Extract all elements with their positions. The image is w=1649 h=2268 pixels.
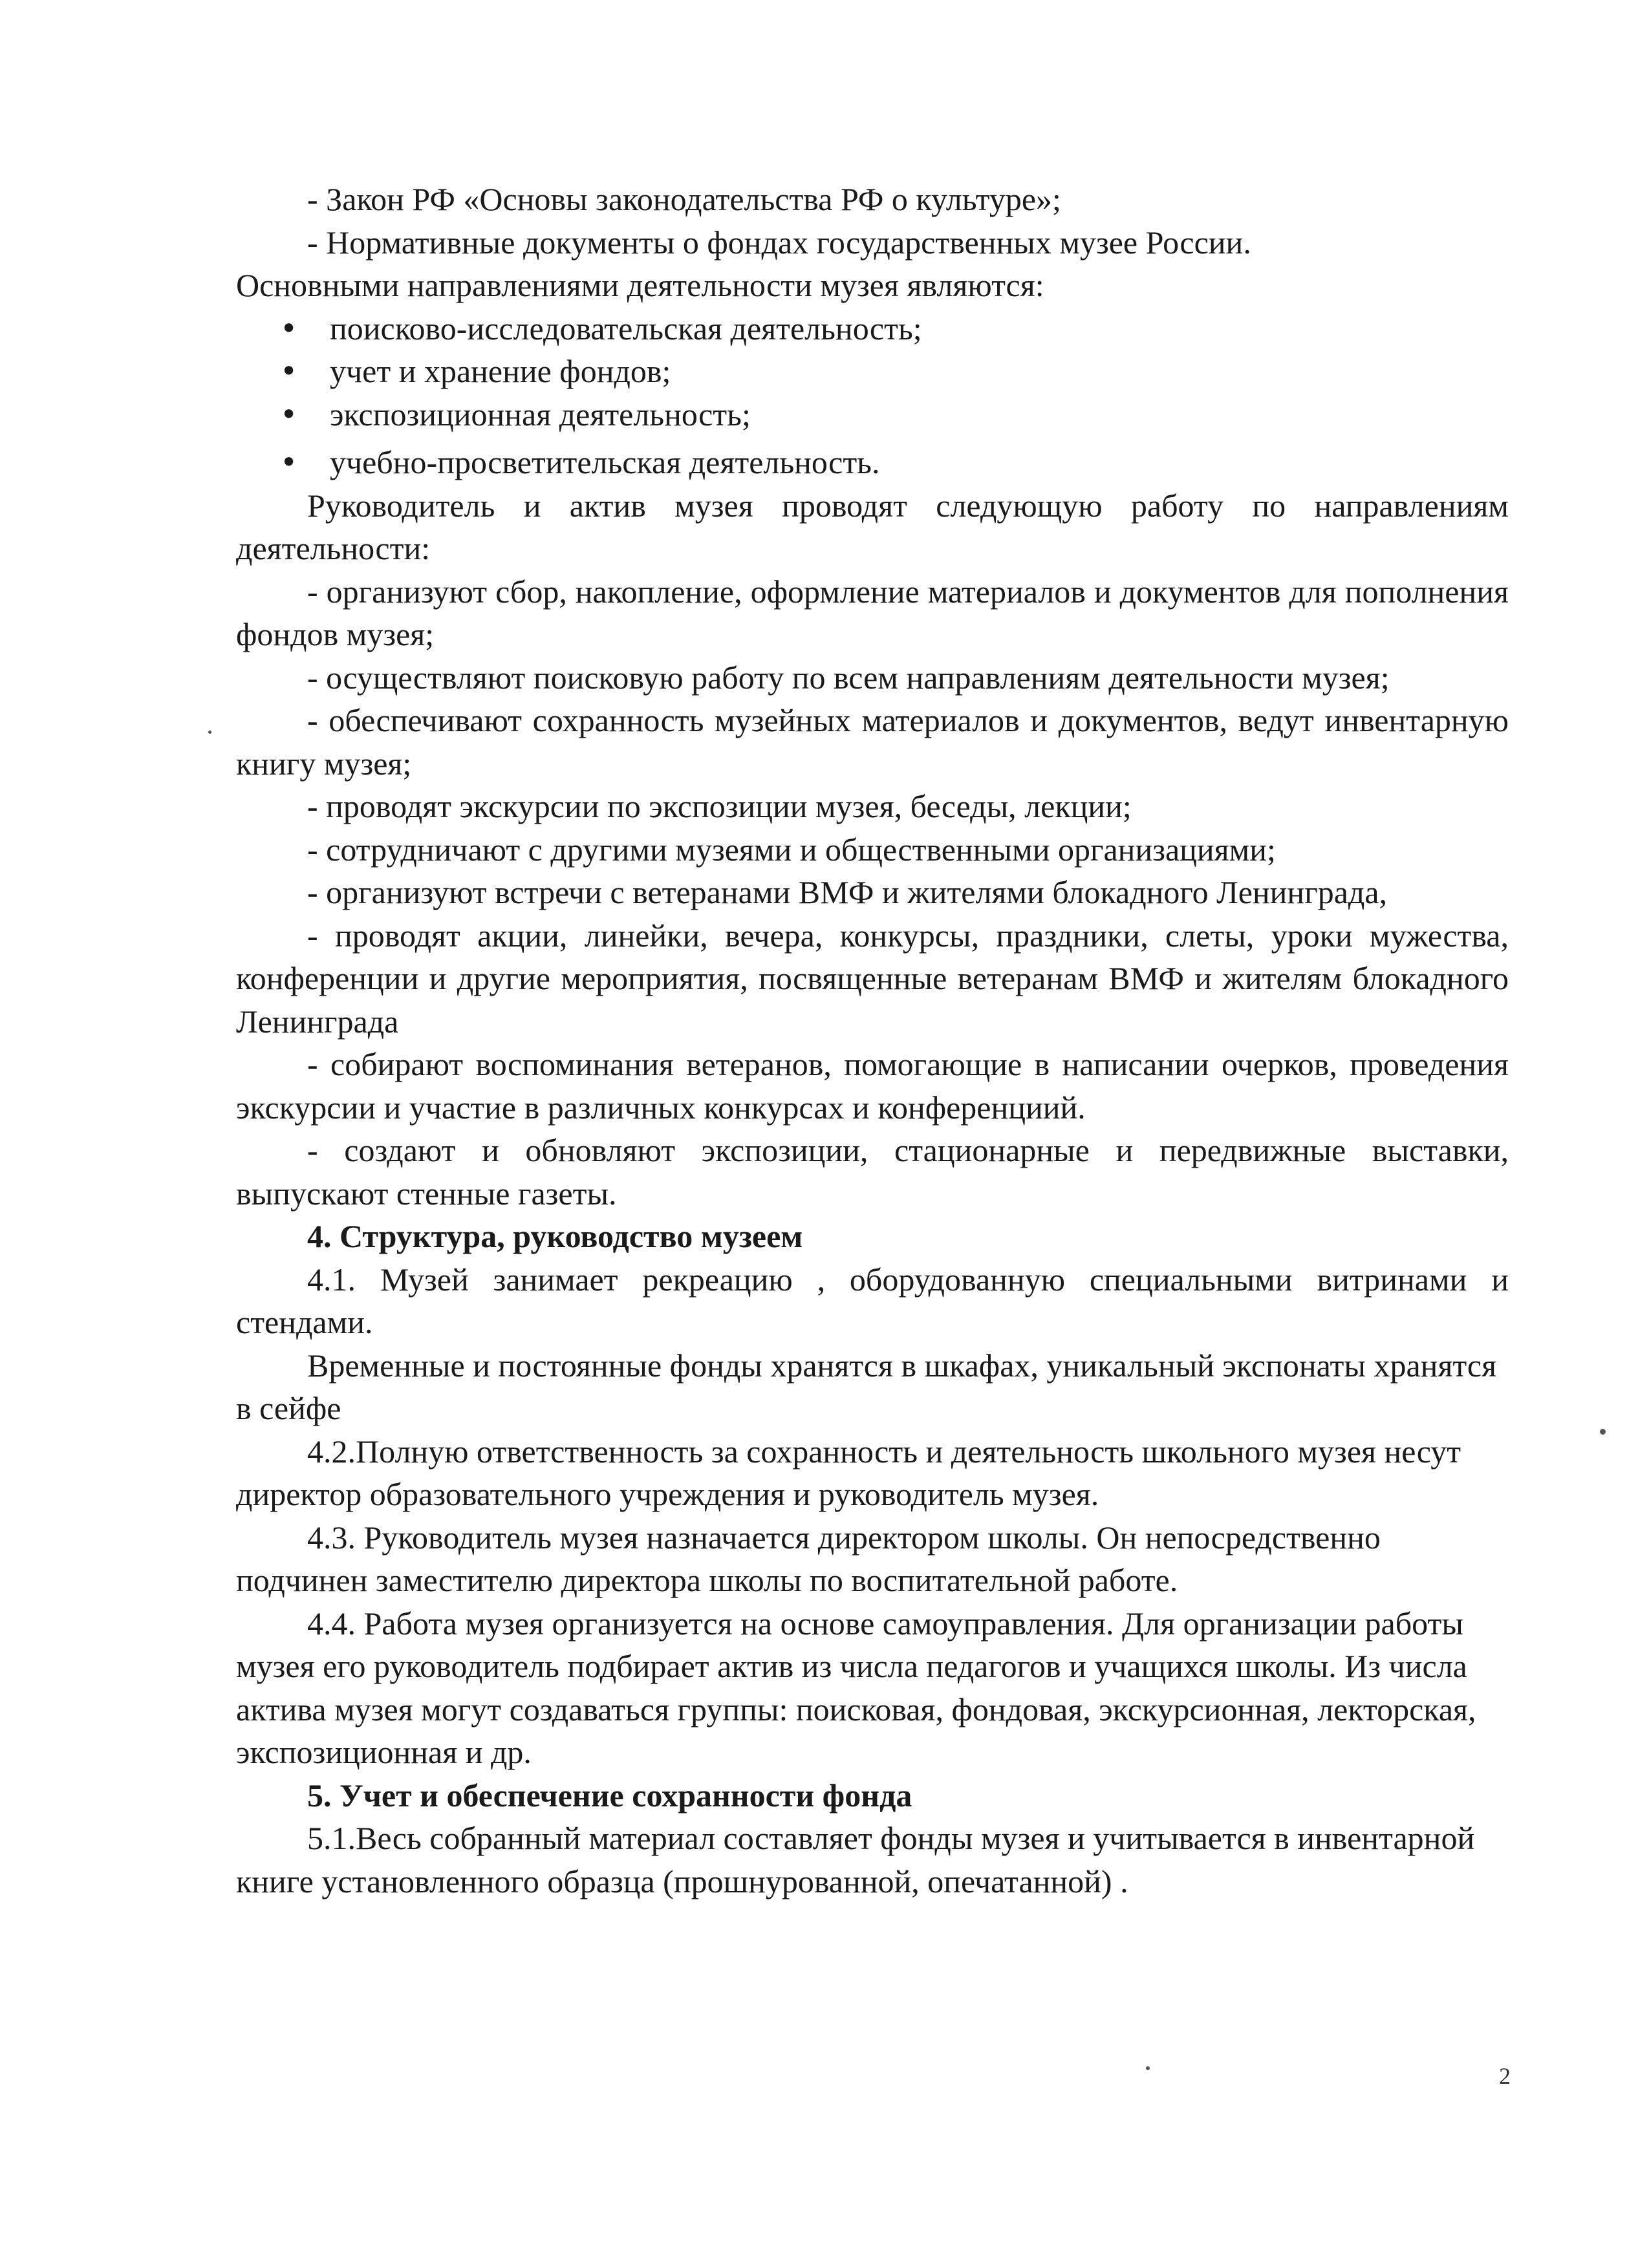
paragraph-4-1-funds: Временные и постоянные фонды хранятся в шкафах, уникальный экспонаты хранятся в сейфе [236,1347,1497,1426]
list-item: • учет и хранение фондов; [236,350,1509,393]
section-5-heading: 5. Учет и обеспечение сохранности фонда [307,1777,912,1813]
activity-item: - создают и обновляют экспозиции, стационарные и передвижные выставки, выпускают стенные газеты. [236,1132,1509,1212]
section-4-heading: 4. Структура, руководство музеем [307,1218,803,1254]
activities-intro: Руководитель и актив музея проводят следующую работу по направлениям деятельности: [236,487,1509,566]
paragraph-5-1: 5.1.Весь собранный материал составляет фонды музея и учитывается в инвентарной книге установленного образца (прошнурованной, опечатанной) . [236,1820,1475,1899]
paragraph-4-1: 4.1. Музей занимает рекреацию , оборудованную специальными витринами и стендами. [236,1261,1509,1340]
activity-item: - осуществляют поисковую работу по всем направлениям деятельности музея; [307,659,1390,696]
scan-speck [1146,2066,1150,2070]
directions-list [236,307,1509,484]
activity-item: - сотрудничают с другими музеями и общественными организациями; [307,831,1276,868]
list-item: • учебно-просветительская деятельность. [236,441,1509,484]
directions-intro: Основными направлениями деятельности музея являются: [236,267,1044,303]
scan-speck [1600,1429,1606,1435]
activity-item: - обеспечивают сохранность музейных материалов и документов, ведут инвентарную книгу музея; [236,702,1509,782]
normative-docs-line: - Нормативные документы о фондах государственных музее России. [307,224,1251,261]
list-item: • поисково-исследовательская деятельность; [236,307,1509,350]
activity-item: - проводят экскурсии по экспозиции музея, беседы, лекции; [307,788,1132,824]
law-line: - Закон РФ «Основы законодательства РФ о культуре»; [307,181,1061,217]
activity-item: - организуют сбор, накопление, оформление материалов и документов для пополнения фондов музея; [236,573,1509,652]
document-page [236,178,1509,1903]
paragraph-4-3: 4.3. Руководитель музея назначается директором школы. Он непосредственно подчинен заместителю директора школы по воспитательной работе. [236,1519,1381,1598]
paragraph-4-4: 4.4. Работа музея организуется на основе самоуправления. Для организации работы музея его руководитель подбирает актив из числа педагогов и учащихся школы. Из числа актива музея могут создаваться группы: поисковая, фондовая, экскурсионная, лекторская, экспозиционная и др. [236,1605,1476,1770]
list-item: • экспозиционная деятельность; [236,393,1509,436]
activity-item: - проводят акции, линейки, вечера, конкурсы, праздники, слеты, уроки мужества, конференции и другие мероприятия, посвященные ветеранам ВМФ и жителям блокадного Ленинграда [236,917,1509,1040]
scan-speck [208,731,211,734]
activity-item: - организуют встречи с ветеранами ВМФ и жителями блокадного Ленинграда, [307,874,1388,910]
page-number: 2 [1499,2063,1511,2089]
activity-item: - собирают воспоминания ветеранов, помогающие в написании очерков, проведения экскурсии и участие в различных конкурсах и конференциий. [236,1046,1509,1126]
paragraph-4-2: 4.2.Полную ответственность за сохранность и деятельность школьного музея несут директор образовательного учреждения и руководитель музея. [236,1433,1461,1512]
